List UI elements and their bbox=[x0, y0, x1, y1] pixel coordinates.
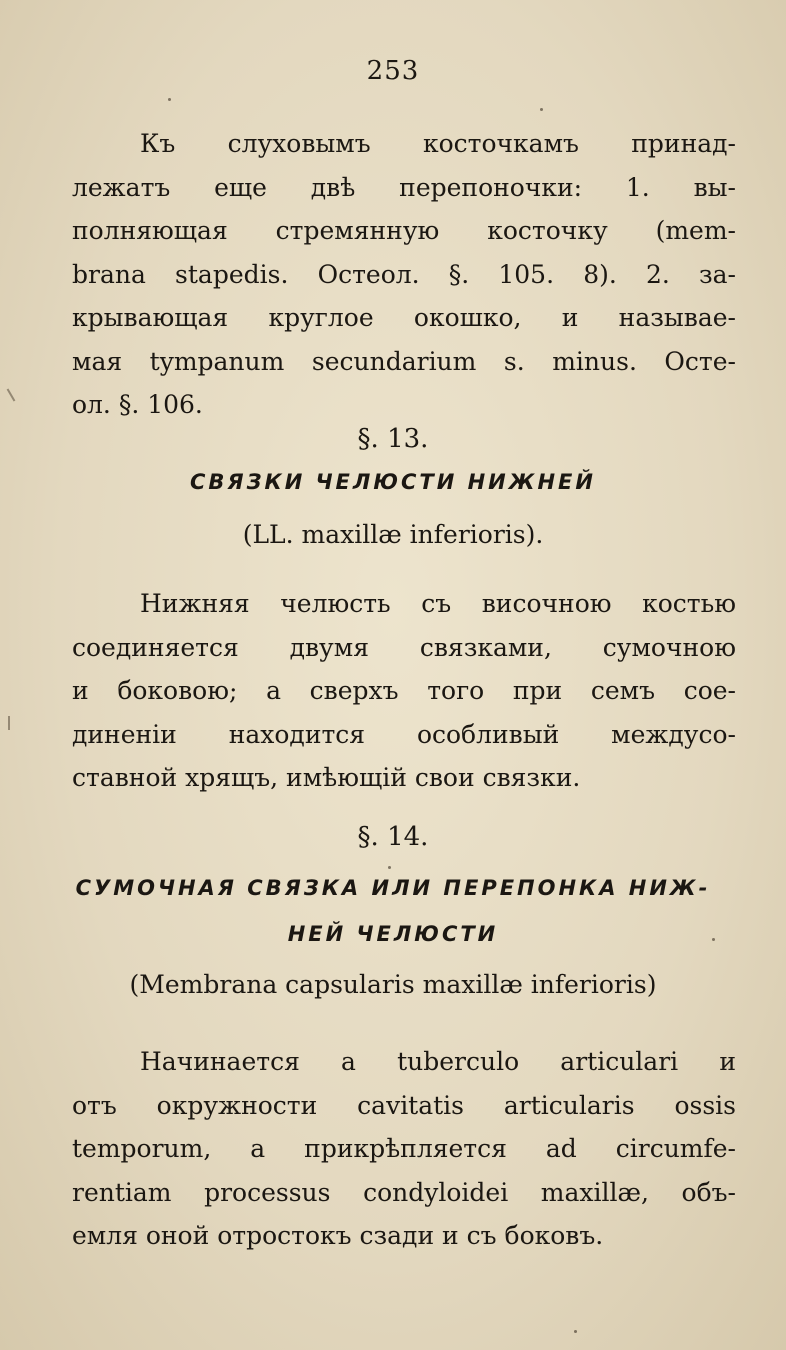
ink-speck bbox=[168, 98, 171, 101]
stray-mark bbox=[8, 716, 10, 730]
text-line: Къ слуховымъ косточкамъ принад- bbox=[140, 129, 736, 158]
text-line: емля оной отростокъ сзади и съ боковъ. bbox=[72, 1221, 604, 1250]
section-heading-13: СВЯЗКИ ЧЕЛЮСТИ НИЖНЕЙ bbox=[190, 470, 596, 494]
text-line: ол. §. 106. bbox=[72, 390, 203, 419]
stray-mark bbox=[7, 388, 16, 401]
text-line: отъ окружности cavitatis articularis ossis bbox=[72, 1090, 736, 1120]
section-latin-title-14: (Membrana capsularis maxillæ inferioris) bbox=[129, 970, 657, 999]
text-line: крывающая круглое окошко, и называе- bbox=[72, 303, 736, 332]
paragraph-ossicle-membranes bbox=[72, 122, 736, 427]
text-line: и боковою; а сверхъ того при семъ сое- bbox=[72, 676, 736, 705]
ink-speck bbox=[388, 866, 391, 869]
text-line: ставной хрящъ, имѣющій свои связки. bbox=[72, 763, 581, 792]
text-line: brana stapedis. Остеол. §. 105. 8). 2. за- bbox=[72, 259, 736, 289]
section-latin-title-13: (LL. maxillæ inferioris). bbox=[242, 520, 544, 549]
paragraph-jaw-ligaments bbox=[72, 582, 736, 800]
section-number-14: §. 14. bbox=[357, 822, 429, 852]
ink-speck bbox=[712, 938, 715, 941]
paragraph-capsular-ligament bbox=[72, 1040, 736, 1258]
text-line: диненіи находится особливый междусо- bbox=[72, 719, 736, 749]
text-line: Нижняя челюсть съ височною костью bbox=[140, 589, 736, 618]
text-line: полняющая стремянную косточку (mem- bbox=[72, 216, 736, 245]
ink-speck bbox=[574, 1330, 577, 1333]
ink-speck bbox=[540, 108, 543, 111]
section-number-13: §. 13. bbox=[357, 424, 429, 454]
page-number: 253 bbox=[366, 56, 420, 86]
text-line: мая tympanum secundarium s. minus. Осте- bbox=[72, 346, 736, 376]
text-line: temporum, а прикрѣпляется ad circumfe- bbox=[72, 1134, 736, 1163]
text-line: соединяется двумя связками, сумочною bbox=[72, 632, 736, 662]
text-line: лежатъ еще двѣ перепоночки: 1. вы- bbox=[72, 172, 736, 202]
text-line: Начинается a tuberculo articulari и bbox=[140, 1047, 736, 1076]
section-heading-14-line2: НЕЙ ЧЕЛЮСТИ bbox=[287, 922, 499, 946]
text-line: rentiam processus condyloidei maxillæ, объ- bbox=[72, 1177, 736, 1207]
section-heading-14-line1: СУМОЧНАЯ СВЯЗКА ИЛИ ПЕРЕПОНКА НИЖ- bbox=[75, 876, 711, 900]
